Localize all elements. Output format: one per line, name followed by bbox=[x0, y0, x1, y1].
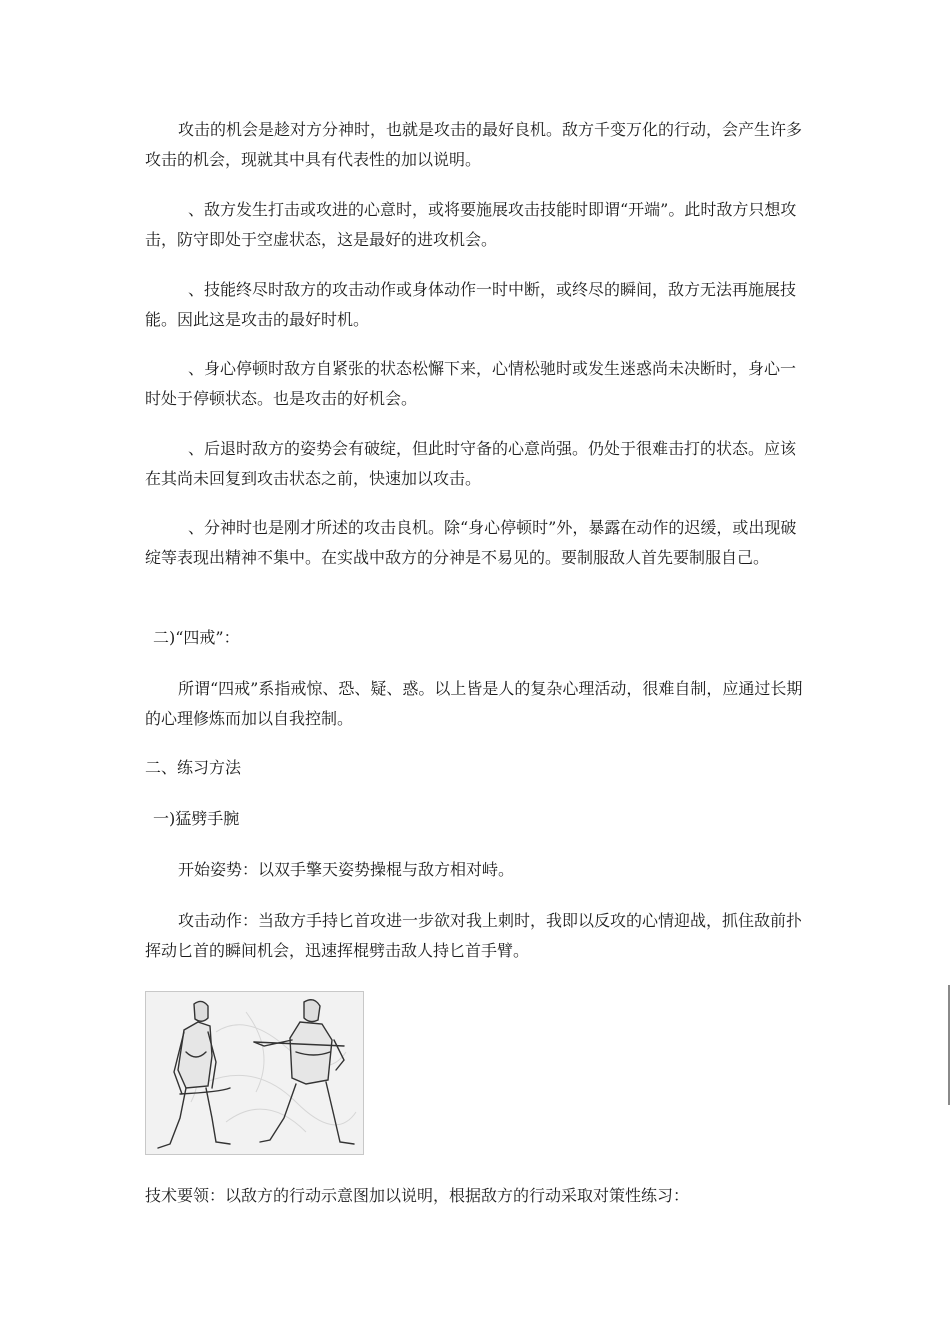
paragraph-four-precepts: 所谓“四戒”系指戒惊、恐、疑、惑。以上皆是人的复杂心理活动，很难自制，应通过长期的心理修炼而加以自我控制。 bbox=[145, 679, 803, 728]
paragraph-technique-essentials: 技术要领：以敌方的行动示意图加以说明，根据敌方的行动采取对策性练习： bbox=[145, 1186, 690, 1205]
paragraph-mind-pause: 、身心停顿时敌方自紧张的状态松懈下来，心情松驰时或发生迷惑尚未决断时，身心一时处于停顿状态。也是攻击的好机会。 bbox=[145, 359, 797, 408]
paragraph-distraction: 、分神时也是刚才所述的攻击良机。除“身心停顿时”外，暴露在动作的迟缓，或出现破绽等表现出精神不集中。在实战中敌方的分神是不易见的。要制服敌人首先要制服自己。 bbox=[145, 518, 797, 567]
two-fighters-drawing bbox=[146, 992, 363, 1154]
paragraph-opening: 、敌方发生打击或攻进的心意时，或将要施展攻击技能时即谓“开端”。此时敌方只想攻击，防守即处于空虚状态，这是最好的进攻机会。 bbox=[145, 200, 797, 249]
paragraph-attack-opportunity: 攻击的机会是趁对方分神时，也就是攻击的最好良机。敌方千变万化的行动，会产生许多攻击的机会，现就其中具有代表性的加以说明。 bbox=[145, 120, 803, 169]
fighting-illustration bbox=[145, 991, 364, 1155]
paragraph-attack-action: 攻击动作：当敌方手持匕首攻进一步欲对我上刺时，我即以反攻的心情迎战，抓住敌前扑挥动匕首的瞬间机会，迅速挥棍劈击敌人持匕首手臂。 bbox=[145, 911, 803, 960]
heading-fierce-wrist-chop: 一)猛劈手腕 bbox=[153, 809, 240, 828]
heading-four-precepts: 二)“四戒”： bbox=[153, 628, 240, 647]
paragraph-starting-stance: 开始姿势：以双手擎天姿势操棍与敌方相对峙。 bbox=[178, 860, 515, 879]
heading-practice-method: 二、练习方法 bbox=[145, 758, 242, 777]
paragraph-retreat: 、后退时敌方的姿势会有破绽，但此时守备的心意尚强。仍处于很难击打的状态。应该在其尚未回复到攻击状态之前，快速加以攻击。 bbox=[145, 439, 797, 488]
paragraph-skill-exhausted: 、技能终尽时敌方的攻击动作或身体动作一时中断，或终尽的瞬间，敌方无法再施展技能。因此这是攻击的最好时机。 bbox=[145, 280, 797, 329]
